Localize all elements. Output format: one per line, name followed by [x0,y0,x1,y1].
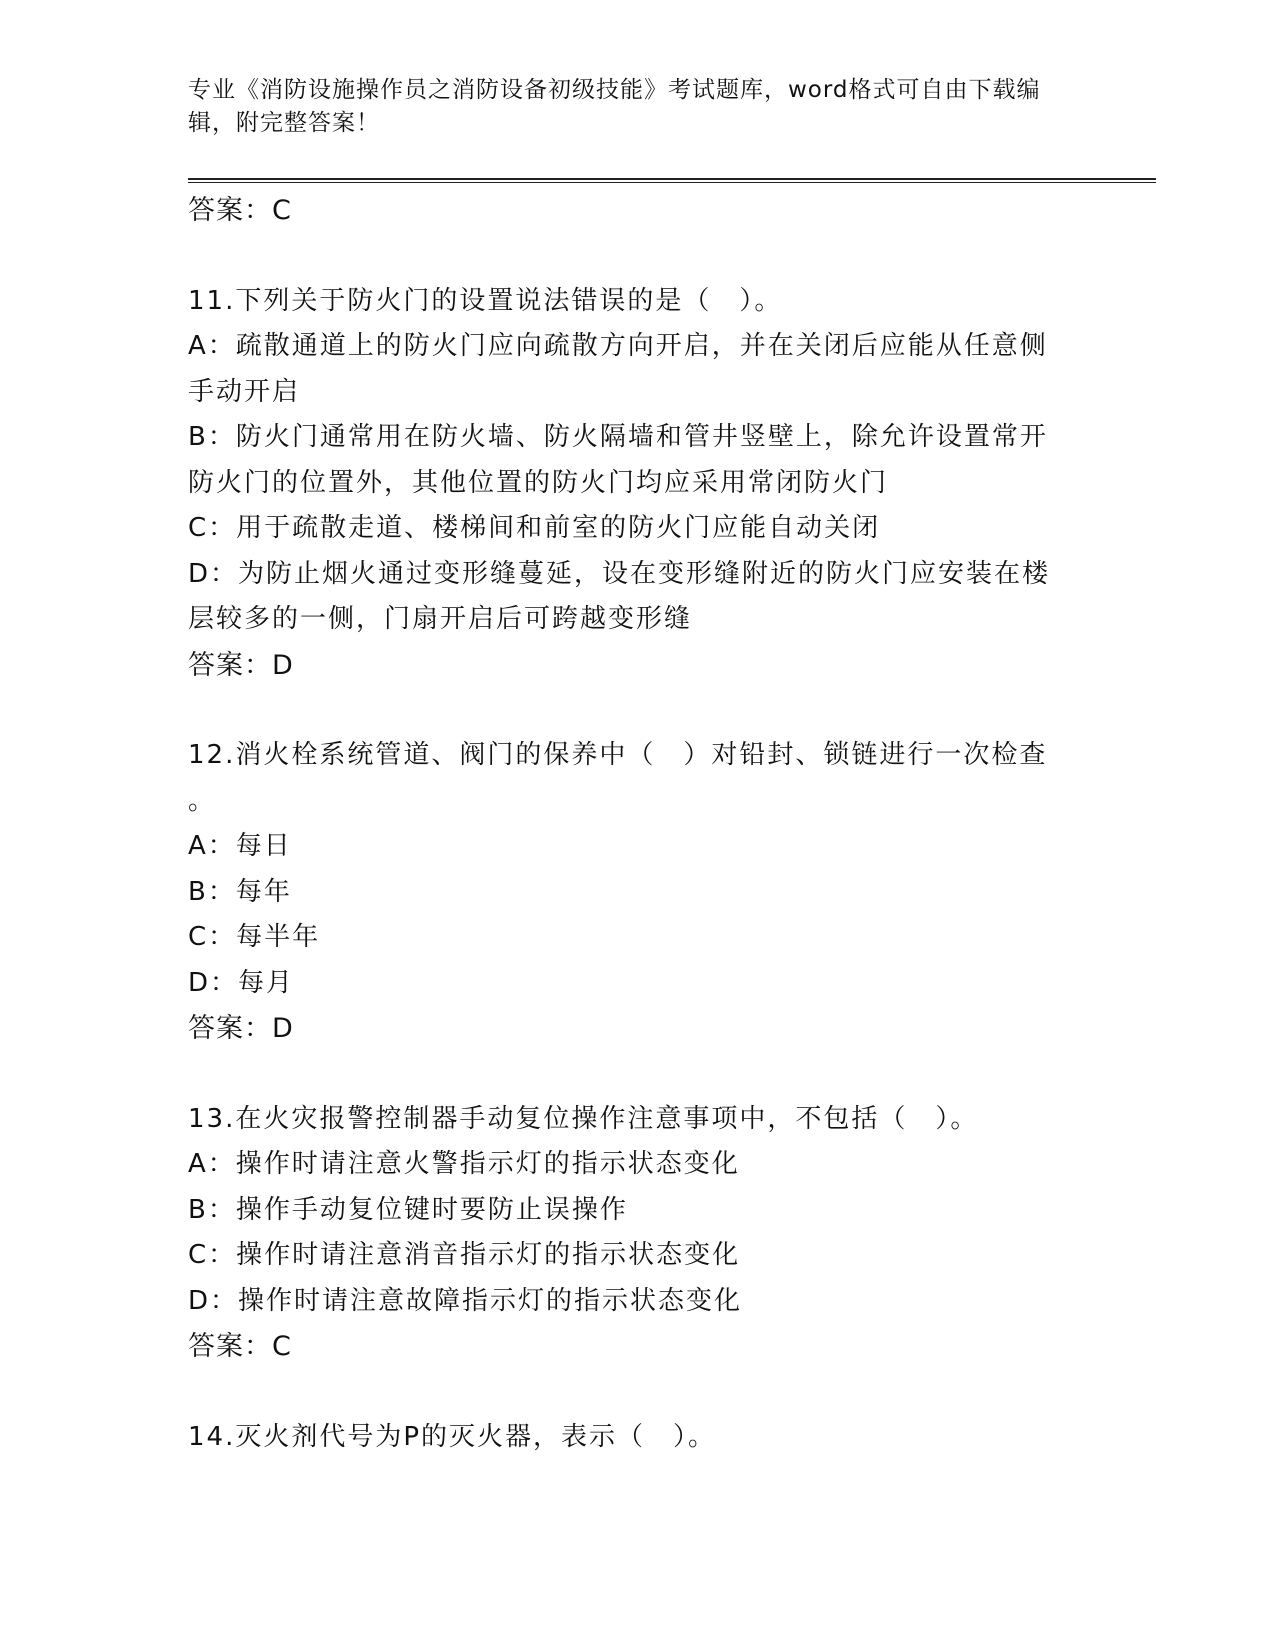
question-13-option-a: A：操作时请注意火警指示灯的指示状态变化 [188,1149,740,1179]
question-12-stem-line-2: 。 [188,785,217,816]
question-14 [188,1415,1088,1461]
question-11-stem: 11.下列关于防火门的设置说法错误的是（ ）。 [188,285,783,316]
question-11 [188,279,1088,689]
question-11-option-b-line-2: 防火门的位置外，其他位置的防火门均应采用常闭防火门 [188,467,889,498]
question-14-stem: 14.灭火剂代号为P的灭火器，表示（ ）。 [188,1421,717,1452]
page-header [188,74,1068,140]
question-13-option-d: D：操作时请注意故障指示灯的指示状态变化 [188,1285,743,1316]
question-12 [188,733,1088,1052]
question-13-stem: 13.在火灾报警控制器手动复位操作注意事项中，不包括（ ）。 [188,1103,979,1134]
spacer [188,1052,1088,1097]
question-12-answer: 答案：D [188,1013,294,1044]
header-line-2: 辑，附完整答案！ [188,110,380,136]
question-content [188,188,1088,1460]
question-11-answer: 答案：D [188,649,294,681]
question-12-option-c: C：每半年 [188,922,321,952]
question-11-option-d-line-2: 层较多的一侧，门扇开启后可跨越变形缝 [188,604,693,634]
question-12-option-b: B：每年 [188,876,292,907]
question-13 [188,1097,1088,1370]
question-11-option-d-line-1: D：为防止烟火通过变形缝蔓延，设在变形缝附近的防火门应安装在楼 [188,558,1051,589]
question-12-stem-line-1: 12.消火栓系统管道、阀门的保养中（ ）对铅封、锁链进行一次检查 [188,740,1048,770]
spacer [188,234,1088,279]
previous-answer: 答案：C [188,195,292,226]
question-11-option-a-line-2: 手动开启 [188,376,301,407]
question-13-option-b: B：操作手动复位键时要防止误操作 [188,1194,628,1225]
spacer [188,688,1088,733]
question-11-option-c: C：用于疏散走道、楼梯间和前室的防火门应能自动关闭 [188,513,881,543]
question-11-option-b-line-1: B：防火门通常用在防火墙、防火隔墙和管井竖壁上，除允许设置常开 [188,422,1048,452]
header-rule-thin [188,182,1156,183]
spacer [188,1370,1088,1415]
question-11-option-a-line-1: A：疏散通道上的防火门应向疏散方向开启，并在关闭后应能从任意侧 [188,331,1048,361]
question-12-option-d: D：每月 [188,967,295,998]
question-13-answer: 答案：C [188,1331,292,1362]
question-13-option-c: C：操作时请注意消音指示灯的指示状态变化 [188,1240,741,1270]
question-12-option-a: A：每日 [188,831,292,861]
header-line-1: 专业《消防设施操作员之消防设备初级技能》考试题库，word格式可自由下载编 [188,77,1041,103]
header-rule-thick [188,178,1156,180]
